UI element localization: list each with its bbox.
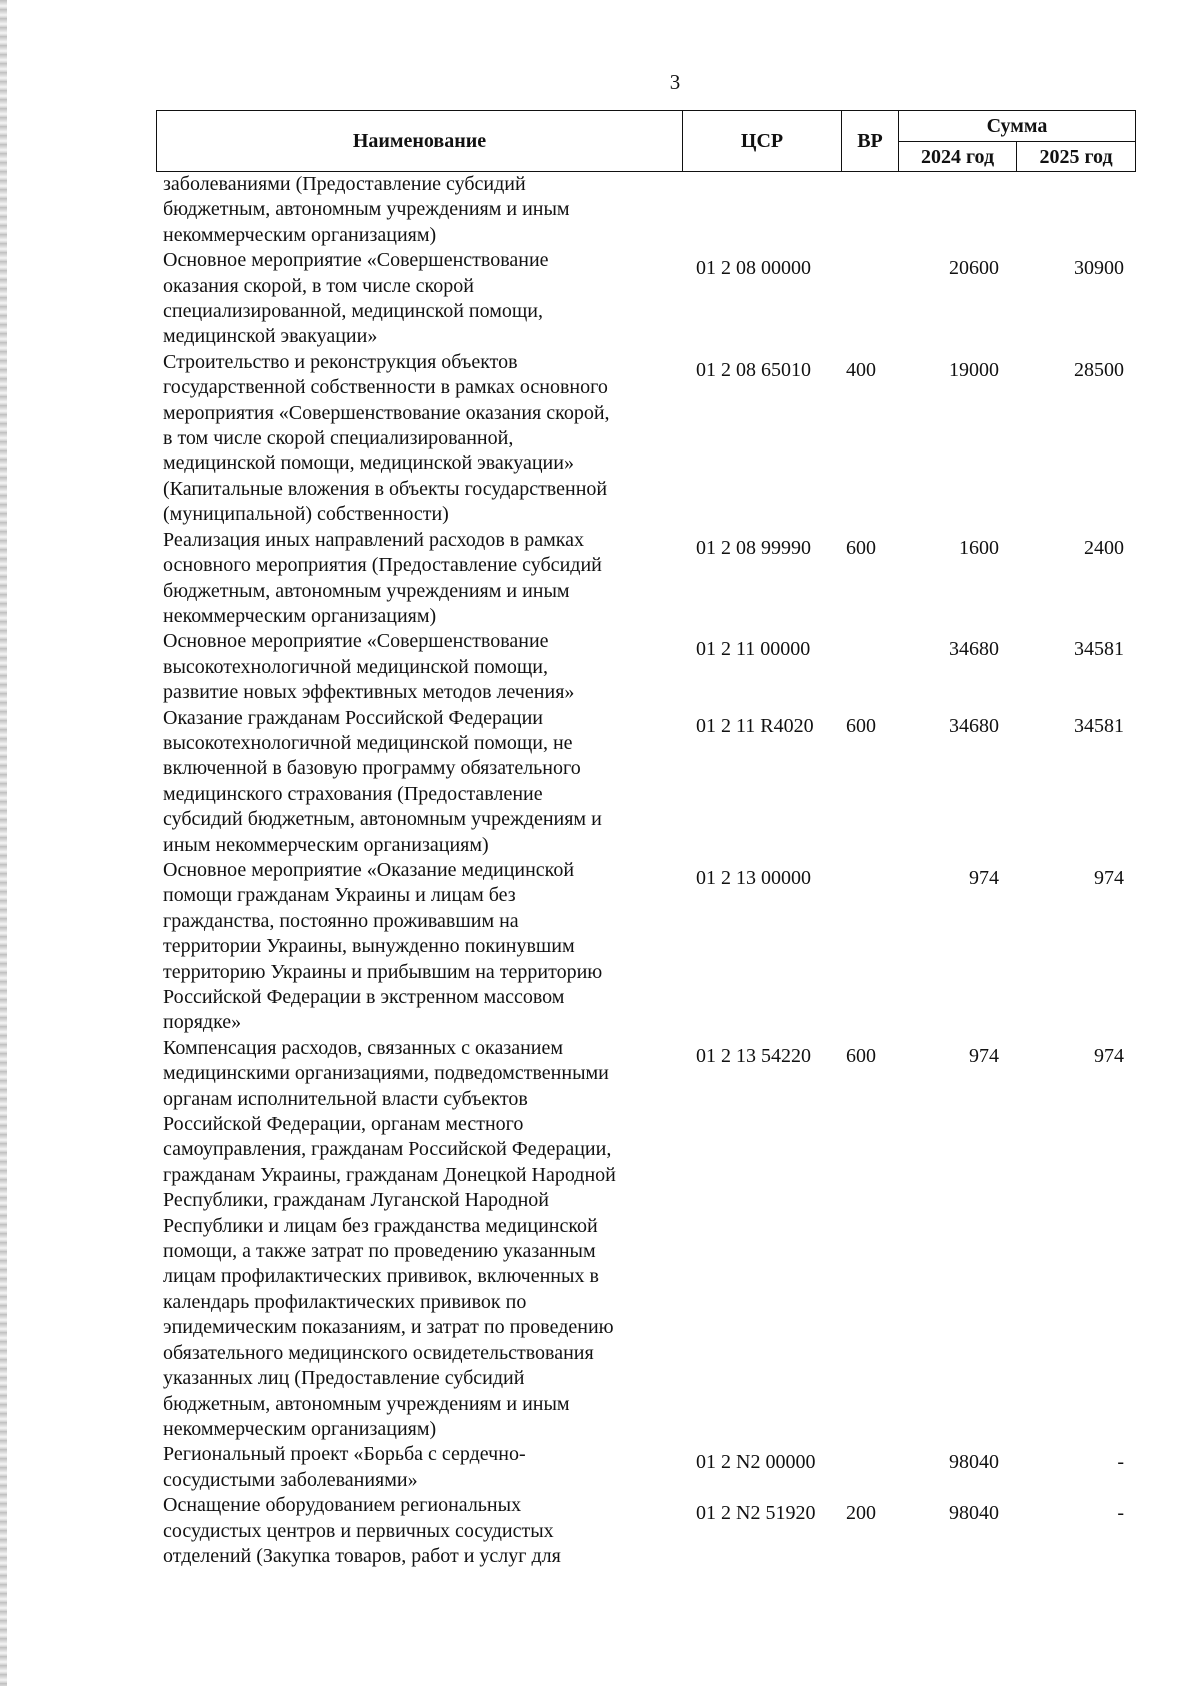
row-name-line: Региональный проект «Борьба с сердечно- xyxy=(163,1443,526,1466)
row-vr: 600 xyxy=(846,714,876,737)
row-sum-2025: 2400 xyxy=(1084,536,1124,559)
row-name-line: бюджетным, автономным учреждениям и иным xyxy=(163,579,570,602)
row-vr: 200 xyxy=(846,1502,876,1525)
row-vr: 600 xyxy=(846,536,876,559)
row-name-line: Республики и лицам без гражданства медицинской xyxy=(163,1214,598,1237)
table-header xyxy=(156,110,1136,172)
row-name-line: сосудистыми заболеваниями» xyxy=(163,1468,418,1491)
row-sum-2025: 34581 xyxy=(1074,714,1124,737)
row-csr: 01 2 08 65010 xyxy=(696,358,811,381)
row-name-line: некоммерческим организациям) xyxy=(163,604,437,627)
header-year-2024: 2024 год xyxy=(899,142,1017,172)
row-name-line: медицинской эвакуации» xyxy=(163,325,378,348)
row-sum-2024: 98040 xyxy=(949,1451,999,1474)
row-name-line: субсидий бюджетным, автономным учреждениям и xyxy=(163,808,602,831)
row-vr: 400 xyxy=(846,358,876,381)
row-name xyxy=(163,858,673,1036)
row-name-line: Оснащение оборудованием региональных xyxy=(163,1494,522,1517)
row-sum-2025: - xyxy=(1117,1451,1124,1474)
row-csr: 01 2 N2 51920 xyxy=(696,1502,816,1525)
row-name-line: эпидемическим показаниям, и затрат по проведению xyxy=(163,1316,614,1339)
row-name-line: помощи гражданам Украины и лицам без xyxy=(163,884,516,907)
row-name xyxy=(163,248,673,350)
row-name-line: Республики, гражданам Луганской Народной xyxy=(163,1189,549,1212)
table-row xyxy=(0,706,1200,858)
row-sum-2024: 20600 xyxy=(949,257,999,280)
row-name-line: Основное мероприятие «Совершенствование xyxy=(163,630,549,653)
row-name xyxy=(163,706,673,858)
row-name-line: календарь профилактических прививок по xyxy=(163,1290,527,1313)
row-name-line: медицинскими организациями, подведомственными xyxy=(163,1062,609,1085)
row-name-line: специализированной, медицинской помощи, xyxy=(163,300,543,323)
row-name-line: Реализация иных направлений расходов в рамках xyxy=(163,528,585,551)
row-sum-2025: 34581 xyxy=(1074,638,1124,661)
row-name-line: иным некоммерческим организациям) xyxy=(163,833,489,856)
row-name-line: государственной собственности в рамках основного xyxy=(163,376,608,399)
row-name xyxy=(163,1036,673,1443)
row-name-line: порядке» xyxy=(163,1011,242,1034)
row-name xyxy=(163,350,673,528)
row-name-line: лицам профилактических прививок, включенных в xyxy=(163,1265,599,1288)
row-name-line: Российской Федерации, органам местного xyxy=(163,1113,524,1136)
row-name-line: Российской Федерации в экстренном массовом xyxy=(163,986,565,1008)
row-name-line: в том числе скорой специализированной, xyxy=(163,427,514,450)
row-name-line: бюджетным, автономным учреждениям и иным xyxy=(163,1392,570,1415)
row-name-line: гражданства, постоянно проживавшим на xyxy=(163,909,519,932)
row-sum-2024: 1600 xyxy=(959,536,999,559)
row-name-line: Основное мероприятие «Совершенствование xyxy=(163,249,549,272)
row-csr: 01 2 11 00000 xyxy=(696,638,811,661)
row-sum-2024: 98040 xyxy=(949,1502,999,1525)
row-name-line: указанных лиц (Предоставление субсидий xyxy=(163,1367,525,1390)
table-row xyxy=(0,528,1200,630)
row-name-line: территорию Украины и прибывшим на территорию xyxy=(163,960,603,983)
table-row xyxy=(0,1493,1200,1569)
row-name-line: Основное мероприятие «Оказание медицинской xyxy=(163,858,575,881)
row-csr: 01 2 N2 00000 xyxy=(696,1451,816,1474)
row-sum-2024: 974 xyxy=(969,866,999,889)
table-row xyxy=(0,629,1200,705)
row-sum-2024: 34680 xyxy=(949,714,999,737)
row-name-line: органам исполнительной власти субъектов xyxy=(163,1087,528,1110)
row-name-line: территории Украины, вынужденно покинувшим xyxy=(163,935,575,958)
row-name xyxy=(163,1493,673,1569)
row-name-line: оказания скорой, в том числе скорой xyxy=(163,274,474,297)
row-name-line: (Капитальные вложения в объекты государственной xyxy=(163,477,608,500)
table-row xyxy=(0,248,1200,350)
row-name-line: медицинской помощи, медицинской эвакуации» xyxy=(163,452,574,475)
row-csr: 01 2 08 99990 xyxy=(696,536,811,559)
row-name xyxy=(163,629,673,705)
row-name-line: (муниципальной) собственности) xyxy=(163,503,449,526)
row-name-line: развитие новых эффективных методов лечения» xyxy=(163,681,575,704)
row-name-line: основного мероприятия (Предоставление субсидий xyxy=(163,554,602,577)
row-csr: 01 2 08 00000 xyxy=(696,257,811,280)
row-name xyxy=(163,528,673,630)
row-name-line: медицинского страхования (Предоставление xyxy=(163,782,543,805)
row-name-line: заболеваниями (Предоставление субсидий xyxy=(163,173,526,195)
header-vr: ВР xyxy=(842,111,899,171)
row-name-line: гражданам Украины, гражданам Донецкой Народной xyxy=(163,1163,616,1186)
row-csr: 01 2 11 R4020 xyxy=(696,714,814,737)
row-sum-2025: 974 xyxy=(1094,1044,1124,1067)
row-name-line: Оказание гражданам Российской Федерации xyxy=(163,706,543,729)
row-name-line: высокотехнологичной медицинской помощи, не xyxy=(163,731,573,754)
row-name-line: некоммерческим организациям) xyxy=(163,223,437,246)
row-name-line: включенной в базовую программу обязательного xyxy=(163,757,581,780)
row-name-line: сосудистых центров и первичных сосудистых xyxy=(163,1519,554,1542)
row-sum-2025: 28500 xyxy=(1074,358,1124,381)
page-number: 3 xyxy=(669,70,681,94)
row-sum-2025: 974 xyxy=(1094,866,1124,889)
table-row xyxy=(0,1036,1200,1443)
row-name-line: некоммерческим организациям) xyxy=(163,1417,437,1440)
table-row xyxy=(0,172,1200,248)
row-sum-2024: 34680 xyxy=(949,638,999,661)
table-row xyxy=(0,858,1200,1036)
row-vr: 600 xyxy=(846,1044,876,1067)
row-name-line: самоуправления, гражданам Российской Федерации, xyxy=(163,1138,612,1161)
row-name-line: обязательного медицинского освидетельствования xyxy=(163,1341,594,1364)
row-sum-2025: - xyxy=(1117,1502,1124,1525)
row-name-line: высокотехнологичной медицинской помощи, xyxy=(163,655,548,678)
row-csr: 01 2 13 54220 xyxy=(696,1044,811,1067)
header-sum: Сумма xyxy=(899,111,1135,142)
row-sum-2024: 974 xyxy=(969,1044,999,1067)
row-name-line: мероприятия «Совершенствование оказания скорой, xyxy=(163,401,610,424)
header-csr: ЦСР xyxy=(683,111,842,171)
row-name-line: Строительство и реконструкция объектов xyxy=(163,350,518,373)
row-sum-2024: 19000 xyxy=(949,358,999,381)
header-name: Наименование xyxy=(157,111,683,171)
row-name xyxy=(163,172,673,248)
row-name xyxy=(163,1442,673,1493)
row-sum-2025: 30900 xyxy=(1074,257,1124,280)
header-year-2025: 2025 год xyxy=(1039,145,1113,168)
row-name-line: бюджетным, автономным учреждениям и иным xyxy=(163,198,570,221)
table-row xyxy=(0,1442,1200,1493)
row-csr: 01 2 13 00000 xyxy=(696,866,811,889)
row-name-line: отделений (Закупка товаров, работ и услуг для xyxy=(163,1544,561,1567)
table-row xyxy=(0,350,1200,528)
row-name-line: помощи, а также затрат по проведению указанным xyxy=(163,1240,596,1263)
row-name-line: Компенсация расходов, связанных с оказанием xyxy=(163,1036,564,1059)
table-body xyxy=(0,172,1200,1569)
